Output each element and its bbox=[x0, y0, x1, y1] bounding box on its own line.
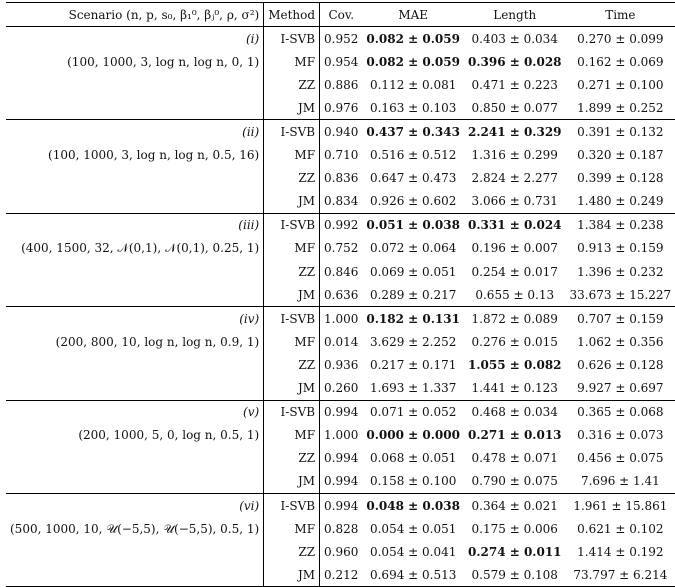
table-row bbox=[6, 424, 675, 447]
scenario-params: (200, 800, 10, log n, log n, 0.9, 1) bbox=[6, 330, 264, 353]
length-cell-bold: 0.331 ± 0.024 bbox=[467, 218, 562, 233]
cov-cell: 0.846 bbox=[324, 264, 359, 279]
length-cell bbox=[464, 50, 566, 73]
table-row bbox=[6, 517, 675, 540]
table-row bbox=[6, 237, 675, 260]
mae-cell bbox=[362, 50, 464, 73]
method-cell: I-SVB bbox=[264, 213, 320, 237]
scenario-empty bbox=[6, 447, 264, 470]
length-cell-bold: 2.241 ± 0.329 bbox=[467, 125, 562, 140]
cov-cell: 0.940 bbox=[320, 120, 363, 144]
scenario-empty bbox=[6, 540, 264, 563]
time-cell: 0.270 ± 0.099 bbox=[577, 31, 664, 46]
method-cell: MF bbox=[264, 50, 320, 73]
method-cell: I-SVB bbox=[264, 27, 320, 51]
scenario-empty bbox=[6, 167, 264, 190]
mae-cell-bold: 0.082 ± 0.059 bbox=[366, 31, 460, 46]
mae-cell: 0.926 ± 0.602 bbox=[369, 194, 457, 209]
time-cell: 1.062 ± 0.356 bbox=[577, 334, 664, 349]
table-row bbox=[6, 260, 675, 283]
header-cov: Cov. bbox=[320, 3, 363, 27]
scenario-empty bbox=[6, 470, 264, 494]
time-cell: 1.384 ± 0.238 bbox=[566, 213, 675, 237]
length-cell bbox=[464, 353, 566, 376]
cov-cell: 1.000 bbox=[320, 307, 363, 331]
time-cell: 0.707 ± 0.159 bbox=[566, 307, 675, 331]
length-cell bbox=[464, 120, 566, 144]
method-cell: ZZ bbox=[264, 353, 320, 376]
mae-cell: 0.069 ± 0.051 bbox=[369, 264, 457, 279]
time-cell: 0.626 ± 0.128 bbox=[577, 357, 664, 372]
method-cell: ZZ bbox=[264, 447, 320, 470]
length-cell: 0.364 ± 0.021 bbox=[464, 493, 566, 517]
method-cell: JM bbox=[264, 190, 320, 214]
method-cell: MF bbox=[264, 424, 320, 447]
length-cell: 1.316 ± 0.299 bbox=[471, 148, 558, 163]
mae-cell: 3.629 ± 2.252 bbox=[369, 334, 457, 349]
table-row bbox=[6, 190, 675, 214]
scenario-params: (200, 1000, 5, 0, log n, 0.5, 1) bbox=[6, 424, 264, 447]
length-cell: 0.850 ± 0.077 bbox=[471, 100, 558, 115]
scenario-label: (i) bbox=[6, 27, 264, 51]
time-cell: 1.414 ± 0.192 bbox=[577, 544, 664, 559]
scenario-empty bbox=[6, 377, 264, 401]
mae-cell bbox=[362, 213, 464, 237]
table-row bbox=[6, 50, 675, 73]
table-row bbox=[6, 447, 675, 470]
cov-cell: 0.886 bbox=[324, 77, 359, 92]
mae-cell-bold: 0.082 ± 0.059 bbox=[366, 54, 460, 69]
table-row bbox=[6, 493, 675, 517]
scenario-empty bbox=[6, 283, 264, 307]
length-cell: 0.254 ± 0.017 bbox=[471, 264, 558, 279]
mae-cell: 0.158 ± 0.100 bbox=[369, 474, 457, 489]
method-cell: ZZ bbox=[264, 167, 320, 190]
length-cell: 0.790 ± 0.075 bbox=[471, 474, 558, 489]
cov-cell: 0.994 bbox=[324, 474, 359, 489]
table-row bbox=[6, 330, 675, 353]
mae-cell: 0.289 ± 0.217 bbox=[369, 287, 457, 302]
time-cell: 0.621 ± 0.102 bbox=[577, 521, 664, 536]
method-cell: ZZ bbox=[264, 73, 320, 96]
method-cell: ZZ bbox=[264, 260, 320, 283]
cov-cell: 0.954 bbox=[324, 54, 359, 69]
scenario-label: (vi) bbox=[6, 493, 264, 517]
table-row bbox=[6, 144, 675, 167]
cov-cell: 0.976 bbox=[324, 100, 359, 115]
length-cell-bold: 0.396 ± 0.028 bbox=[467, 54, 562, 69]
table-row bbox=[6, 27, 675, 51]
time-cell: 0.162 ± 0.069 bbox=[577, 54, 664, 69]
length-cell: 3.066 ± 0.731 bbox=[471, 194, 558, 209]
mae-cell: 1.693 ± 1.337 bbox=[369, 381, 457, 396]
method-cell: I-SVB bbox=[264, 120, 320, 144]
mae-cell: 0.647 ± 0.473 bbox=[369, 171, 457, 186]
cov-cell: 0.952 bbox=[324, 31, 359, 46]
cov-cell: 0.960 bbox=[324, 544, 359, 559]
results-body bbox=[6, 27, 675, 587]
scenario-empty bbox=[6, 353, 264, 376]
scenario-params: (500, 1000, 10, 𝒰(−5,5), 𝒰(−5,5), 0.5, 1) bbox=[6, 517, 264, 540]
mae-cell: 0.072 ± 0.064 bbox=[369, 241, 457, 256]
length-cell: 0.579 ± 0.108 bbox=[464, 563, 566, 587]
time-cell: 9.927 ± 0.697 bbox=[577, 381, 664, 396]
header-row bbox=[6, 3, 675, 27]
time-cell: 1.961 ± 15.861 bbox=[566, 493, 675, 517]
cov-cell: 1.000 bbox=[324, 428, 359, 443]
length-cell: 0.471 ± 0.223 bbox=[471, 77, 558, 92]
mae-cell-bold: 0.437 ± 0.343 bbox=[366, 125, 460, 140]
time-cell: 1.899 ± 0.252 bbox=[577, 100, 664, 115]
time-cell: 0.320 ± 0.187 bbox=[577, 148, 664, 163]
scenario-params: (100, 1000, 3, log n, log n, 0.5, 16) bbox=[6, 144, 264, 167]
header-mae: MAE bbox=[362, 3, 464, 27]
scenario-empty bbox=[6, 260, 264, 283]
cov-cell: 0.994 bbox=[320, 493, 363, 517]
cov-cell: 0.014 bbox=[324, 334, 359, 349]
cov-cell: 0.828 bbox=[324, 521, 359, 536]
method-cell: MF bbox=[264, 237, 320, 260]
mae-cell: 0.054 ± 0.051 bbox=[369, 521, 457, 536]
cov-cell: 0.936 bbox=[324, 357, 359, 372]
length-cell bbox=[464, 424, 566, 447]
cov-cell: 0.710 bbox=[324, 148, 359, 163]
method-cell: MF bbox=[264, 517, 320, 540]
cov-cell: 0.994 bbox=[320, 400, 363, 424]
cov-cell: 0.992 bbox=[320, 213, 363, 237]
length-cell: 1.872 ± 0.089 bbox=[464, 307, 566, 331]
table-row bbox=[6, 470, 675, 494]
table-row bbox=[6, 307, 675, 331]
mae-cell: 0.112 ± 0.081 bbox=[369, 77, 457, 92]
scenario-empty bbox=[6, 96, 264, 120]
length-cell bbox=[464, 540, 566, 563]
method-cell: JM bbox=[264, 377, 320, 401]
mae-cell bbox=[362, 424, 464, 447]
mae-cell: 0.516 ± 0.512 bbox=[369, 148, 457, 163]
time-cell: 33.673 ± 15.227 bbox=[569, 287, 672, 302]
cov-cell: 0.752 bbox=[324, 241, 359, 256]
method-cell: MF bbox=[264, 330, 320, 353]
cov-cell: 0.212 bbox=[320, 563, 363, 587]
mae-cell: 0.217 ± 0.171 bbox=[369, 357, 457, 372]
length-cell: 0.175 ± 0.006 bbox=[471, 521, 558, 536]
scenario-params: (100, 1000, 3, log n, log n, 0, 1) bbox=[6, 50, 264, 73]
method-cell: ZZ bbox=[264, 540, 320, 563]
scenario-params: (400, 1500, 32, 𝒩(0,1), 𝒩(0,1), 0.25, 1) bbox=[6, 237, 264, 260]
time-cell: 73.797 ± 6.214 bbox=[566, 563, 675, 587]
table-row bbox=[6, 120, 675, 144]
table-row bbox=[6, 283, 675, 307]
method-cell: JM bbox=[264, 283, 320, 307]
length-cell: 0.655 ± 0.13 bbox=[475, 287, 555, 302]
table-row bbox=[6, 563, 675, 587]
table-row bbox=[6, 167, 675, 190]
time-cell: 7.696 ± 1.41 bbox=[580, 474, 660, 489]
mae-cell: 0.071 ± 0.052 bbox=[362, 400, 464, 424]
length-cell bbox=[464, 213, 566, 237]
length-cell: 1.441 ± 0.123 bbox=[471, 381, 558, 396]
method-cell: JM bbox=[264, 470, 320, 494]
scenario-label: (iii) bbox=[6, 213, 264, 237]
table-row bbox=[6, 353, 675, 376]
mae-cell: 0.163 ± 0.103 bbox=[369, 100, 457, 115]
time-cell: 0.391 ± 0.132 bbox=[566, 120, 675, 144]
cov-cell: 0.834 bbox=[324, 194, 359, 209]
mae-cell: 0.694 ± 0.513 bbox=[362, 563, 464, 587]
mae-cell-bold: 0.000 ± 0.000 bbox=[366, 428, 460, 443]
method-cell: I-SVB bbox=[264, 493, 320, 517]
table-row bbox=[6, 400, 675, 424]
cov-cell: 0.994 bbox=[324, 451, 359, 466]
time-cell: 0.913 ± 0.159 bbox=[577, 241, 664, 256]
time-cell: 0.271 ± 0.100 bbox=[577, 77, 664, 92]
length-cell: 2.824 ± 2.277 bbox=[471, 171, 558, 186]
length-cell-bold: 0.274 ± 0.011 bbox=[467, 544, 562, 559]
length-cell: 0.276 ± 0.015 bbox=[471, 334, 558, 349]
table-row bbox=[6, 213, 675, 237]
length-cell: 0.478 ± 0.071 bbox=[471, 451, 558, 466]
header-time: Time bbox=[566, 3, 675, 27]
mae-cell-bold: 0.051 ± 0.038 bbox=[366, 218, 460, 233]
time-cell: 0.316 ± 0.073 bbox=[577, 428, 664, 443]
scenario-label: (ii) bbox=[6, 120, 264, 144]
method-cell: I-SVB bbox=[264, 400, 320, 424]
mae-cell-bold: 0.182 ± 0.131 bbox=[366, 311, 460, 326]
time-cell: 0.365 ± 0.068 bbox=[566, 400, 675, 424]
table-row bbox=[6, 540, 675, 563]
table-row bbox=[6, 96, 675, 120]
length-cell-bold: 0.271 ± 0.013 bbox=[467, 428, 562, 443]
cov-cell: 0.260 bbox=[324, 381, 359, 396]
method-cell: JM bbox=[264, 96, 320, 120]
scenario-empty bbox=[6, 563, 264, 587]
mae-cell: 0.054 ± 0.041 bbox=[369, 544, 457, 559]
method-cell: I-SVB bbox=[264, 307, 320, 331]
scenario-label: (v) bbox=[6, 400, 264, 424]
scenario-empty bbox=[6, 190, 264, 214]
time-cell: 0.456 ± 0.075 bbox=[577, 451, 664, 466]
time-cell: 1.396 ± 0.232 bbox=[577, 264, 664, 279]
results-table-container bbox=[6, 2, 672, 587]
length-cell: 0.196 ± 0.007 bbox=[471, 241, 558, 256]
cov-cell: 0.836 bbox=[324, 171, 359, 186]
length-cell: 0.468 ± 0.034 bbox=[464, 400, 566, 424]
header-length: Length bbox=[464, 3, 566, 27]
mae-cell: 0.068 ± 0.051 bbox=[369, 451, 457, 466]
table-row bbox=[6, 73, 675, 96]
results-table bbox=[6, 2, 675, 587]
mae-cell bbox=[362, 120, 464, 144]
header-scenario: Scenario (n, p, s₀, β₁⁰, βⱼ⁰, ρ, σ²) bbox=[6, 3, 264, 27]
method-cell: JM bbox=[264, 563, 320, 587]
length-cell: 0.403 ± 0.034 bbox=[471, 31, 558, 46]
time-cell: 0.399 ± 0.128 bbox=[577, 171, 664, 186]
mae-cell bbox=[362, 27, 464, 51]
scenario-empty bbox=[6, 73, 264, 96]
method-cell: MF bbox=[264, 144, 320, 167]
mae-cell-bold: 0.048 ± 0.038 bbox=[366, 498, 460, 513]
table-row bbox=[6, 377, 675, 401]
scenario-label: (iv) bbox=[6, 307, 264, 331]
cov-cell: 0.636 bbox=[324, 287, 359, 302]
mae-cell bbox=[362, 493, 464, 517]
time-cell: 1.480 ± 0.249 bbox=[577, 194, 664, 209]
length-cell-bold: 1.055 ± 0.082 bbox=[467, 357, 562, 372]
mae-cell bbox=[362, 307, 464, 331]
header-method: Method bbox=[264, 3, 320, 27]
